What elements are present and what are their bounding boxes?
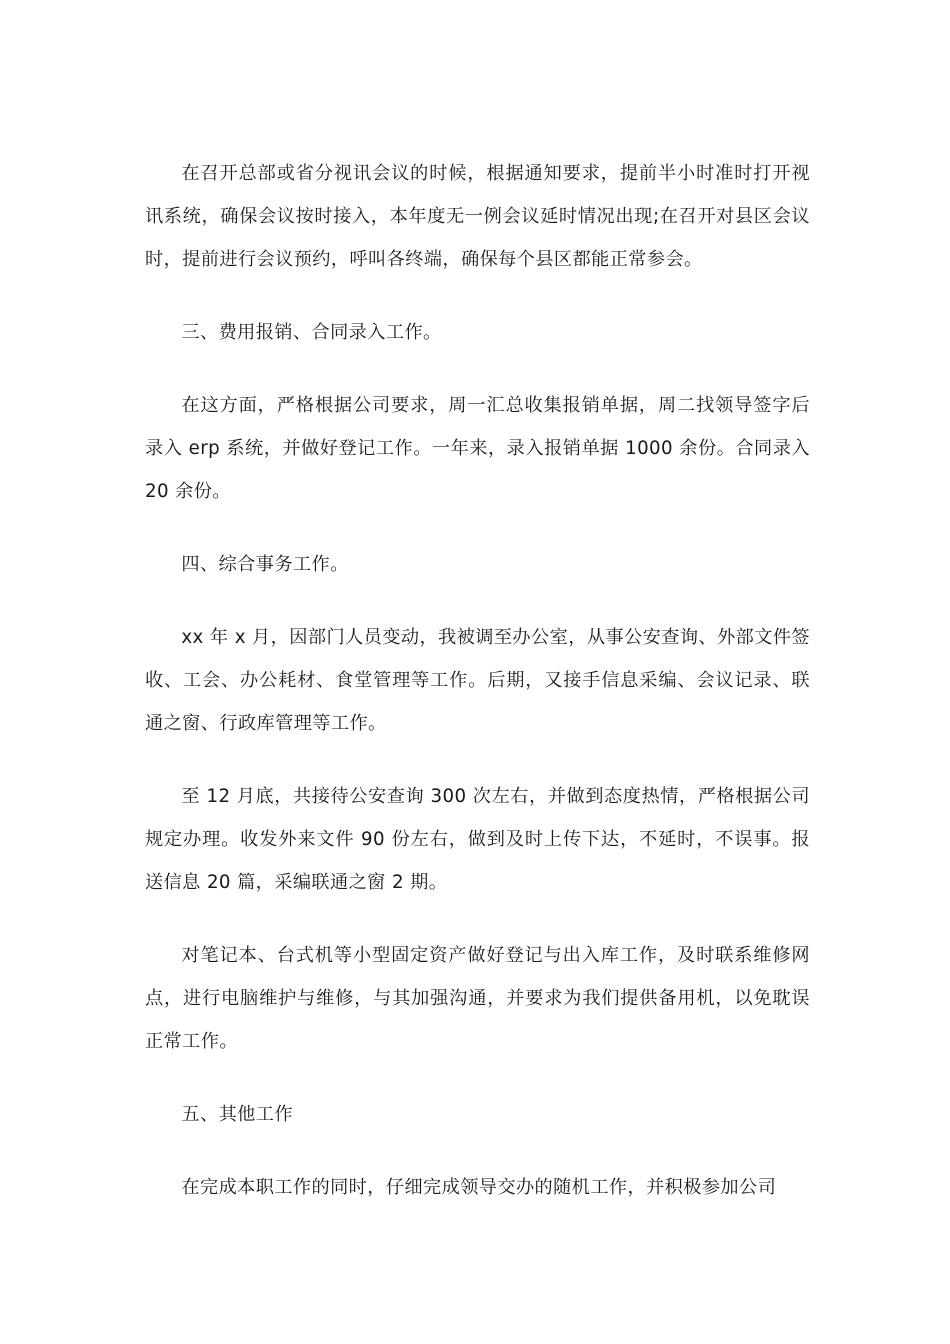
paragraph-spacer (145, 586, 810, 616)
paragraph-spacer (145, 904, 810, 934)
section-heading-other-work: 五、其他工作 (181, 1104, 293, 1125)
paragraph-video-conference: 在召开总部或省分视讯会议的时候，根据通知要求，提前半小时准时打开视讯系统，确保会议按时接入，本年度无一例会议延时情况出现;在召开对县区会议时，提前进行会议预约，呼叫各终端，确保每个县区都能正常参会。 (145, 163, 810, 270)
paragraph-transfer: xx 年 x 月，因部门人员变动，我被调至办公室，从事公安查询、外部文件签收、工会、办公耗材、食堂管理等工作。后期，又接手信息采编、会议记录、联通之窗、行政库管理等工作。 (145, 627, 810, 734)
paragraph-other-work: 在完成本职工作的同时，仔细完成领导交办的随机工作，并积极参加公司 (181, 1177, 777, 1198)
paragraph-expense-details: 在这方面，严格根据公司要求，周一汇总收集报销单据，周二找领导签字后录入 erp 系统，并做好登记工作。一年来，录入报销单据 1000 余份。合同录入 20 余份。 (145, 395, 810, 502)
section-heading-general-affairs: 四、综合事务工作。 (181, 554, 349, 575)
paragraph-spacer (145, 513, 810, 543)
paragraph-spacer (145, 1063, 810, 1093)
paragraph-assets: 对笔记本、台式机等小型固定资产做好登记与出入库工作，及时联系维修网点，进行电脑维护与维修，与其加强沟通，并要求为我们提供备用机，以免耽误正常工作。 (145, 945, 810, 1052)
document-body (145, 152, 810, 1209)
paragraph-spacer (145, 745, 810, 775)
paragraph-spacer (145, 1136, 810, 1166)
paragraph-spacer (145, 281, 810, 311)
paragraph-statistics: 至 12 月底，共接待公安查询 300 次左右，并做到态度热情，严格根据公司规定办理。收发外来文件 90 份左右，做到及时上传下达，不延时，不误事。报送信息 20 篇，采编联通之窗 2 期。 (145, 786, 810, 893)
section-heading-expense: 三、费用报销、合同录入工作。 (181, 322, 442, 343)
paragraph-spacer (145, 354, 810, 384)
